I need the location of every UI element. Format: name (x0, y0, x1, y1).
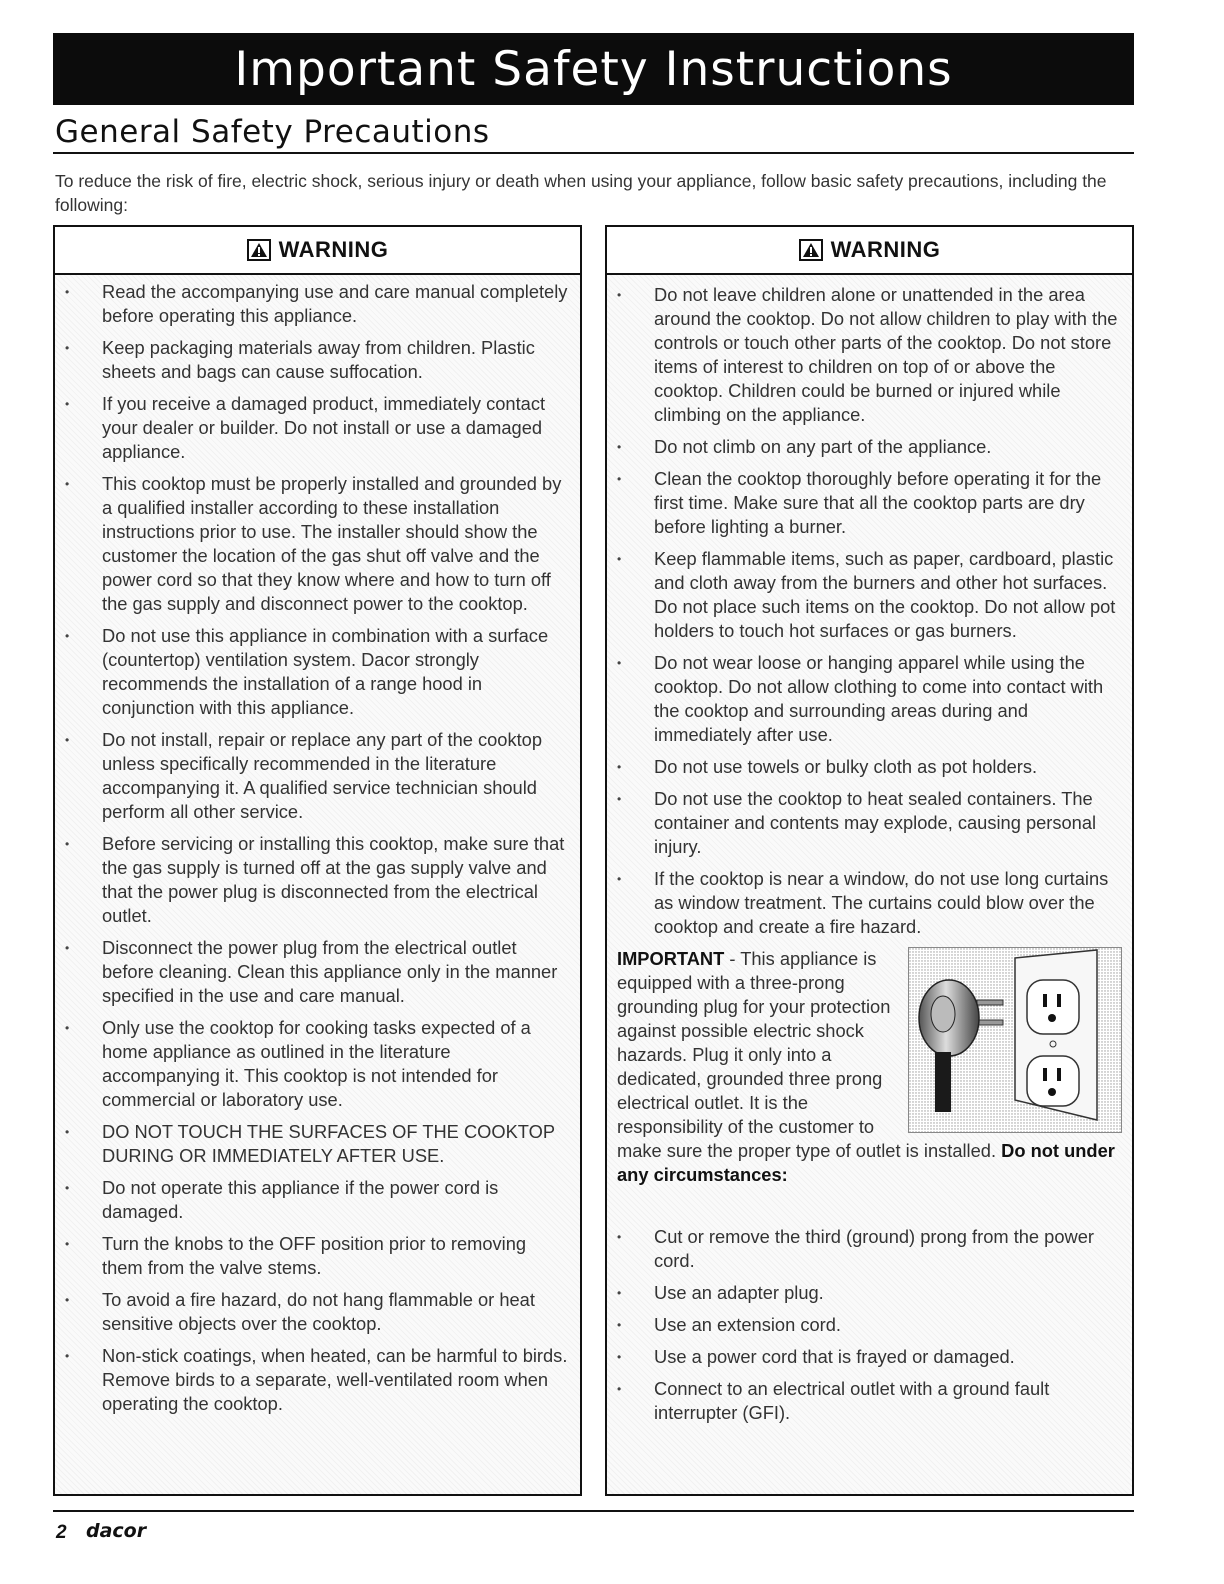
brand-wordmark: dacor (86, 1520, 147, 1542)
list-item: • Keep packaging materials away from children. Plastic sheets and bags can cause suffocation. (55, 336, 580, 384)
prohibited-actions-list (607, 1207, 1132, 1425)
list-item: • If you receive a damaged product, immediately contact your dealer or builder. Do not install or use a damaged appliance. (55, 392, 580, 464)
three-prong-plug-outlet-illustration (908, 947, 1122, 1133)
list-item: • Non-stick coatings, when heated, can be harmful to birds. Remove birds to a separate, well-ventilated room when operating the cooktop. (55, 1344, 580, 1416)
list-item: • Use a power cord that is frayed or damaged. (607, 1345, 1132, 1369)
list-item: • Do not install, repair or replace any part of the cooktop unless specifically recommended in the literature accompanying it. A qualified service technician should perform all other service. (55, 728, 580, 824)
warning-triangle-icon (799, 239, 823, 261)
intro-paragraph: To reduce the risk of fire, electric shock, serious injury or death when using your appliance, follow basic safety precautions, including the following: (55, 171, 1107, 215)
list-item: • Do not leave children alone or unattended in the area around the cooktop. Do not allow children to play with the controls or touch other parts of the cooktop. Do not store items of interest to children on top of or above the cooktop. Children could be burned or injured while climbing on the appliance. (607, 283, 1132, 427)
warning-header-right (607, 227, 1132, 275)
list-item: • Do not use towels or bulky cloth as pot holders. (607, 755, 1132, 779)
important-emphasis: Do not under any circumstances: (617, 1140, 1115, 1185)
warning-triangle-icon (247, 239, 271, 261)
warning-list-right (607, 275, 1132, 939)
list-item: • If the cooktop is near a window, do not use long curtains as window treatment. The curtains could blow over the cooktop and create a fire hazard. (607, 867, 1132, 939)
list-item: • Do not climb on any part of the appliance. (607, 435, 1132, 459)
list-item: • Do not use the cooktop to heat sealed containers. The container and contents may explode, causing personal injury. (607, 787, 1132, 859)
list-item: • Turn the knobs to the OFF position prior to removing them from the valve stems. (55, 1232, 580, 1280)
list-item: • Only use the cooktop for cooking tasks expected of a home appliance as outlined in the literature accompanying it. This cooktop is not intended for commercial or laboratory use. (55, 1016, 580, 1112)
important-note (617, 947, 1122, 1207)
footer-divider (53, 1510, 1134, 1512)
list-item: • DO NOT TOUCH THE SURFACES OF THE COOKTOP DURING OR IMMEDIATELY AFTER USE. (55, 1120, 580, 1168)
list-item: • Do not wear loose or hanging apparel while using the cooktop. Do not allow clothing to come into contact with the cooktop and surrounding areas during and immediately after use. (607, 651, 1132, 747)
list-item: • Disconnect the power plug from the electrical outlet before cleaning. Clean this appliance only in the manner specified in the use and care manual. (55, 936, 580, 1008)
warning-list-left (55, 275, 580, 1416)
section-heading: General Safety Precautions (55, 114, 490, 150)
list-item: • Do not operate this appliance if the power cord is damaged. (55, 1176, 580, 1224)
title-banner (53, 33, 1134, 105)
warning-label: WARNING (830, 237, 941, 262)
list-item: • Before servicing or installing this cooktop, make sure that the gas supply is turned off at the gas supply valve and that the power plug is disconnected from the electrical outlet. (55, 832, 580, 928)
list-item: • Use an adapter plug. (607, 1281, 1132, 1305)
list-item: • To avoid a fire hazard, do not hang flammable or heat sensitive objects over the cooktop. (55, 1288, 580, 1336)
warning-label: WARNING (278, 237, 389, 262)
brand-logo (86, 1520, 150, 1547)
list-item: • Connect to an electrical outlet with a ground fault interrupter (GFI). (607, 1377, 1132, 1425)
warning-panel-right (605, 225, 1134, 1496)
list-item: • This cooktop must be properly installed and grounded by a qualified installer according to these installation instructions prior to use. The installer should show the customer the location of the gas shut off valve and the power cord so that they know where and how to turn off the gas supply and disconnect power to the cooktop. (55, 472, 580, 616)
list-item: • Do not use this appliance in combination with a surface (countertop) ventilation system. Dacor strongly recommends the installation of a range hood in conjunction with this appliance. (55, 624, 580, 720)
list-item: • Keep flammable items, such as paper, cardboard, plastic and cloth away from the burners and other hot surfaces. Do not place such items on the cooktop. Do not allow pot holders to touch hot surfaces or gas burners. (607, 547, 1132, 643)
important-lead: IMPORTANT (617, 948, 725, 969)
important-text: - This appliance is equipped with a three-prong grounding plug for your protection against possible electric shock hazards. Plug it only into a dedicated, grounded three prong electrical outlet. It is the responsibility of the customer to make sure the proper type of outlet is installed. (617, 948, 1002, 1161)
list-item: • Clean the cooktop thoroughly before operating it for the first time. Make sure that all the cooktop parts are dry before lighting a burner. (607, 467, 1132, 539)
section-divider (53, 152, 1134, 154)
page-title: Important Safety Instructions (234, 41, 953, 97)
warning-panel-left (53, 225, 582, 1496)
list-item: • Cut or remove the third (ground) prong from the power cord. (607, 1225, 1132, 1273)
list-item: • Use an extension cord. (607, 1313, 1132, 1337)
warning-header-left (55, 227, 580, 275)
list-item: • Read the accompanying use and care manual completely before operating this appliance. (55, 280, 580, 328)
page-number: 2 (56, 1522, 67, 1543)
